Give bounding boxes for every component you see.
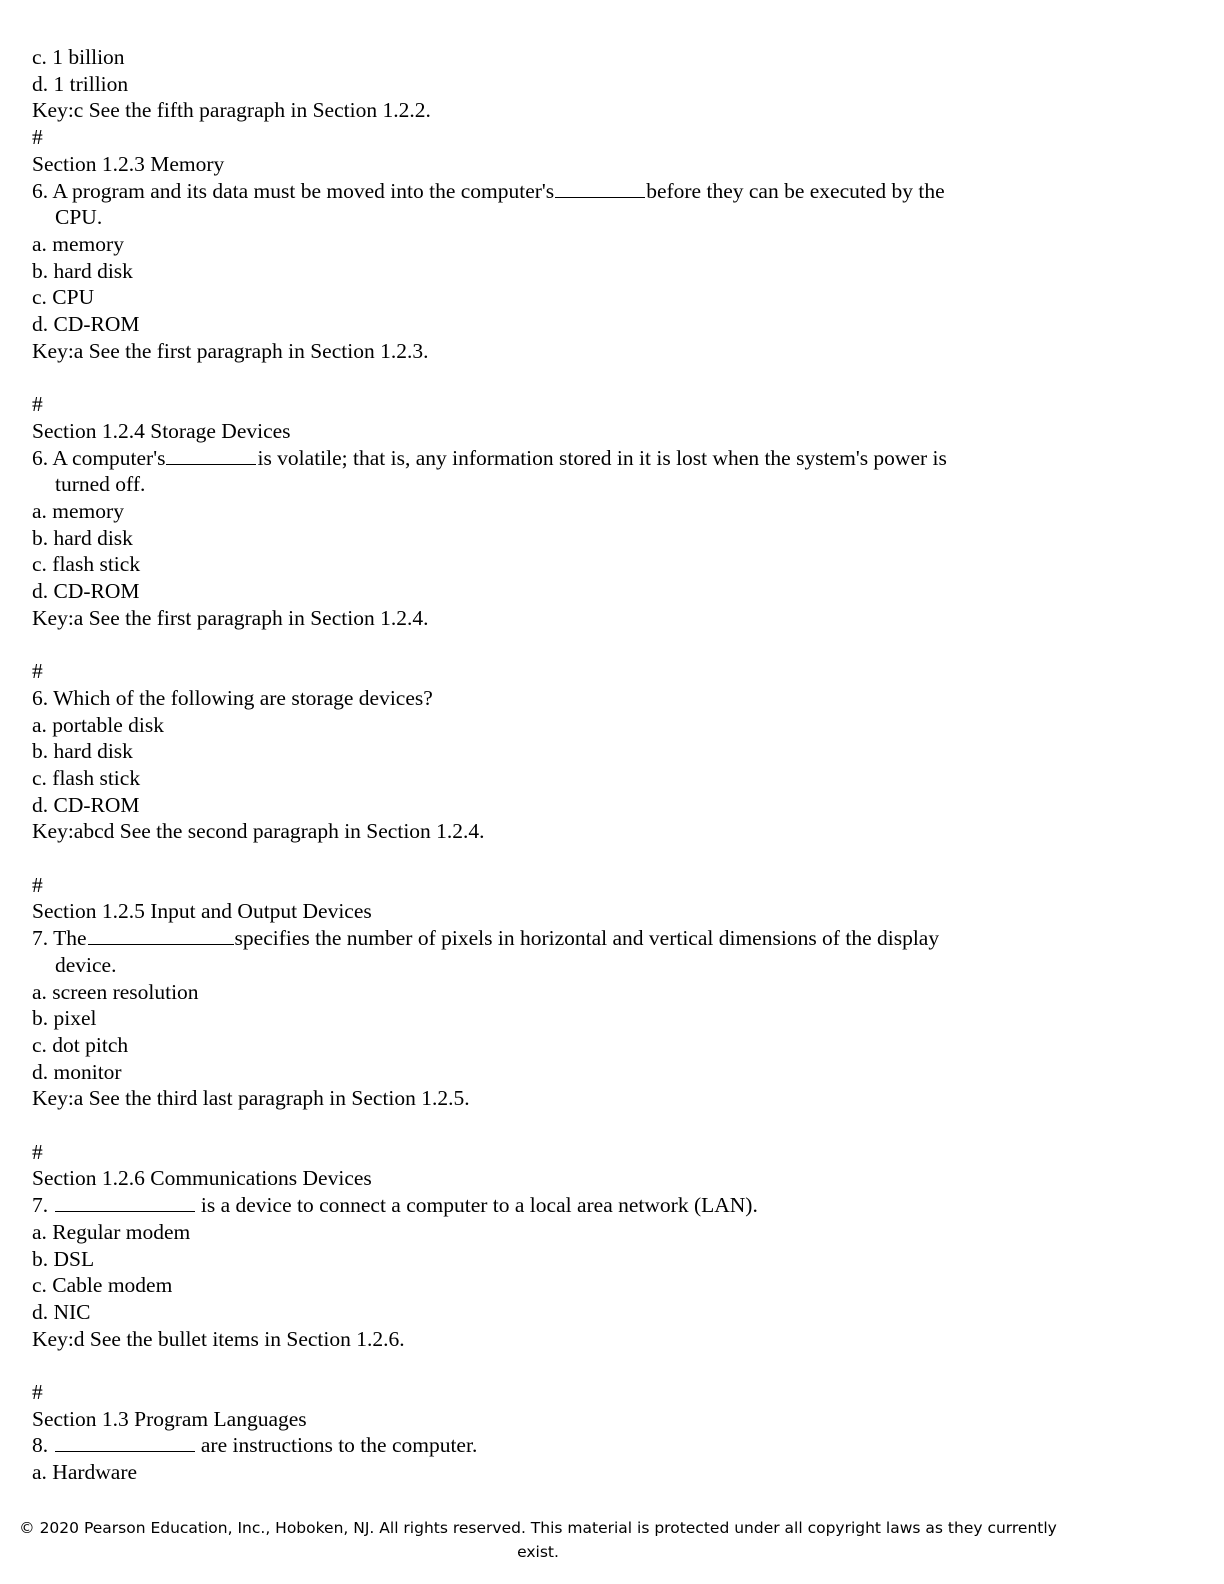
section-heading: Section 1.3 Program Languages	[32, 1406, 307, 1431]
document-body	[32, 44, 1152, 1486]
answer-key: Key:a See the third last paragraph in Section 1.2.5.	[32, 1086, 470, 1111]
answer-key: Key:d See the bullet items in Section 1.2.6.	[32, 1326, 405, 1351]
separator: #	[32, 872, 43, 897]
section-heading: Section 1.2.5 Input and Output Devices	[32, 899, 372, 924]
option-c: c. 1 billion	[32, 45, 125, 69]
option-c: c. flash stick	[32, 765, 141, 790]
separator: #	[32, 1139, 43, 1164]
option-c: c. flash stick	[32, 552, 141, 577]
answer-blank	[88, 926, 234, 945]
option-c: c. dot pitch	[32, 1032, 129, 1057]
section-heading: Section 1.2.4 Storage Devices	[32, 418, 291, 443]
answer-blank	[55, 1433, 195, 1452]
question-continuation: device.	[55, 952, 117, 977]
answer-blank	[555, 179, 645, 198]
option-d: d. monitor	[32, 1059, 122, 1084]
option-b: b. hard disk	[32, 258, 133, 283]
question-text: 7. The specifies the number of pixels in horizontal and vertical dimensions of the display	[32, 926, 940, 951]
option-d: d. NIC	[32, 1299, 91, 1324]
answer-blank	[55, 1193, 195, 1212]
answer-key: Key:abcd See the second paragraph in Section 1.2.4.	[32, 819, 485, 844]
option-d: d. CD-ROM	[32, 579, 140, 604]
question-continuation: turned off.	[55, 472, 146, 497]
option-a: a. portable disk	[32, 712, 164, 737]
section-heading: Section 1.2.3 Memory	[32, 151, 225, 176]
option-d: d. CD-ROM	[32, 792, 140, 817]
option-b: b. pixel	[32, 1006, 97, 1031]
answer-blank	[166, 446, 256, 465]
question-text: 7. is a device to connect a computer to a local area network (LAN).	[32, 1193, 758, 1218]
question-text: 6. A computer's is volatile; that is, any information stored in it is lost when the system's power is	[32, 445, 947, 470]
question-text: 8. are instructions to the computer.	[32, 1433, 478, 1458]
option-c: c. CPU	[32, 285, 95, 310]
question-text: 6. Which of the following are storage devices?	[32, 685, 433, 710]
option-d: d. CD-ROM	[32, 312, 140, 337]
answer-key: Key:a See the first paragraph in Section 1.2.3.	[32, 338, 429, 363]
section-heading: Section 1.2.6 Communications Devices	[32, 1166, 372, 1191]
option-c: c. Cable modem	[32, 1273, 173, 1298]
option-a: a. Hardware	[32, 1460, 138, 1485]
option-d: d. 1 trillion	[32, 71, 129, 96]
separator: #	[32, 392, 43, 417]
option-a: a. Regular modem	[32, 1219, 191, 1244]
separator: #	[32, 1380, 43, 1405]
footer-line-1: © 2020 Pearson Education, Inc., Hoboken, NJ. All rights reserved. This material is protected under all copyright laws as they currently	[19, 1519, 1057, 1537]
option-a: a. memory	[32, 498, 124, 523]
option-a: a. screen resolution	[32, 979, 199, 1004]
answer-key: Key:c See the fifth paragraph in Section 1.2.2.	[32, 98, 431, 123]
option-b: b. DSL	[32, 1246, 95, 1271]
option-b: b. hard disk	[32, 739, 133, 764]
copyright-footer	[0, 1516, 1076, 1564]
question-text: 6. A program and its data must be moved into the computer's before they can be executed by the	[32, 178, 945, 203]
question-continuation: CPU.	[55, 205, 103, 230]
answer-key: Key:a See the first paragraph in Section 1.2.4.	[32, 605, 429, 630]
option-b: b. hard disk	[32, 525, 133, 550]
option-a: a. memory	[32, 231, 124, 256]
separator: #	[32, 659, 43, 684]
separator: #	[32, 125, 43, 150]
footer-line-2: exist.	[517, 1543, 559, 1561]
